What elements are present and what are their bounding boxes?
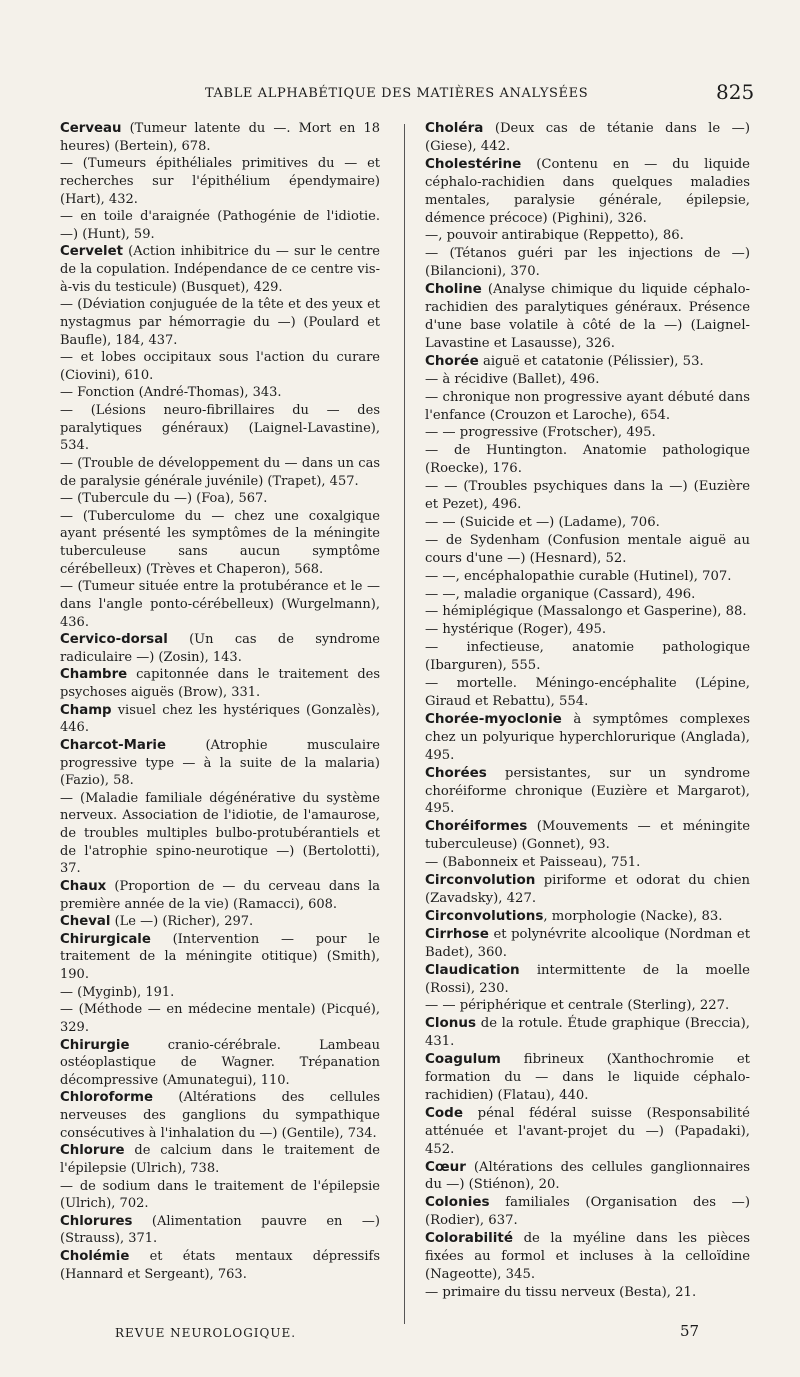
entry-text: — hémiplégique (Massalongo et Gasperine), 88. bbox=[425, 604, 747, 620]
entry-text: (Altérations des cellules nerveuses des ganglions du sympathique consécutives à l'inhalation du —) (Gentile), 734. bbox=[60, 1090, 380, 1141]
entry-heading: Cholestérine bbox=[425, 155, 522, 172]
index-entry bbox=[60, 631, 380, 666]
sheet-number: 57 bbox=[680, 1322, 700, 1340]
entry-text: (Mouvements — et méningite tuberculeuse) (Gonnet), 93. bbox=[425, 819, 750, 853]
entry-heading: Chaux bbox=[60, 878, 107, 894]
entry-text: fibrineux (Xanthochromie et formation du — dans le liquide céphalo-rachidien) (Flatau), 440. bbox=[425, 1052, 750, 1103]
entry-heading: Chorée-myoclonie bbox=[425, 710, 562, 727]
entry-text: de calcium dans le traitement de l'épilepsie (Ulrich), 738. bbox=[60, 1143, 380, 1176]
entry-heading: Charcot-Marie bbox=[60, 737, 166, 753]
entry-text: cranio-cérébrale. Lambeau ostéoplastique de Wagner. Trépanation décompressive (Amunategui), 110. bbox=[60, 1037, 380, 1088]
entry-text: — Fonction (André-Thomas), 343. bbox=[60, 385, 282, 401]
index-entry bbox=[60, 790, 380, 878]
journal-name: REVUE NEUROLOGIQUE. bbox=[115, 1326, 297, 1340]
entry-text: (Alimentation pauvre en —) (Strauss), 371. bbox=[60, 1213, 380, 1247]
entry-heading: Chorées bbox=[425, 764, 487, 781]
entry-text: — (Méthode — en médecine mentale) (Picqué), 329. bbox=[60, 1002, 380, 1035]
index-entry bbox=[60, 1089, 380, 1142]
index-entry bbox=[425, 603, 750, 621]
entry-text: — (Tétanos guéri par les injections de —) (Bilancioni), 370. bbox=[425, 246, 750, 280]
index-entry bbox=[60, 208, 380, 243]
entry-text: — hystérique (Roger), 495. bbox=[425, 622, 607, 638]
entry-text: à symptômes complexes chez un polyurique hyperchlorurique (Anglada), 495. bbox=[425, 711, 750, 763]
index-entry bbox=[60, 578, 380, 631]
left-column bbox=[60, 120, 380, 1283]
index-entry bbox=[425, 245, 750, 281]
entry-text: — infectieuse, anatomie pathologique (Ibarguren), 555. bbox=[425, 640, 750, 674]
entry-text: — — (Suicide et —) (Ladame), 706. bbox=[425, 514, 660, 530]
entry-text: (Un cas de syndrome radiculaire —) (Zosin), 143. bbox=[60, 632, 380, 665]
entry-text: (Contenu en — du liquide céphalo-rachidien dans quelques maladies mentales, paralysie générale, épilepsie, démence précoce) (Pighini), 326. bbox=[425, 156, 750, 226]
index-entry bbox=[60, 296, 380, 349]
column-divider bbox=[404, 124, 405, 1324]
entry-heading: Chloroforme bbox=[60, 1090, 153, 1106]
index-entry bbox=[425, 1159, 750, 1195]
entry-text: de la rotule. Étude graphique (Breccia), 431. bbox=[425, 1016, 750, 1050]
entry-text: — de sodium dans le traitement de l'épilepsie (Ulrich), 702. bbox=[60, 1178, 380, 1212]
entry-text: — (Myginb), 191. bbox=[60, 984, 175, 1000]
page-footer bbox=[0, 1322, 800, 1346]
entry-heading: Chambre bbox=[60, 667, 128, 683]
entry-text: et états mentaux dépressifs (Hannard et Sergeant), 763. bbox=[60, 1249, 380, 1282]
index-entry bbox=[60, 737, 380, 790]
entry-heading: Chlorures bbox=[60, 1213, 133, 1229]
entry-text: — (Déviation conjuguée de la tête et des yeux et nystagmus par hémorragie du —) (Poulard et Baufle), 184, 437. bbox=[60, 297, 380, 348]
entry-text: (Altérations des cellules ganglionnaires du —) (Stiénon), 20. bbox=[425, 1159, 750, 1193]
entry-text: — (Trouble de développement du — dans un cas de paralysie générale juvénile) (Trapet), 457. bbox=[60, 455, 380, 489]
entry-text: — en toile d'araignée (Pathogénie de l'idiotie. —) (Hunt), 59. bbox=[60, 209, 380, 242]
entry-text: visuel chez les hystériques (Gonzalès), 446. bbox=[60, 702, 380, 736]
entry-text: (Le —) (Richer), 297. bbox=[110, 914, 254, 930]
index-entry bbox=[425, 156, 750, 228]
entry-text: pénal fédéral suisse (Responsabilité atténuée et l'avant-projet du —) (Papadaki), 452. bbox=[425, 1105, 750, 1157]
entry-heading: Chirurgie bbox=[60, 1037, 130, 1053]
index-entry bbox=[60, 120, 380, 155]
index-entry bbox=[425, 872, 750, 908]
entry-heading: Chorée bbox=[425, 352, 479, 369]
entry-text: — primaire du tissu nerveux (Besta), 21. bbox=[425, 1284, 697, 1300]
index-entry bbox=[425, 1194, 750, 1230]
entry-heading: Chirurgicale bbox=[60, 931, 151, 947]
entry-heading: Cirrhose bbox=[425, 925, 489, 942]
entry-text: — (Tubercule du —) (Foa), 567. bbox=[60, 491, 268, 507]
entry-heading: Circonvolution bbox=[425, 872, 536, 889]
entry-heading: Cholémie bbox=[60, 1249, 130, 1264]
index-entry bbox=[60, 455, 380, 490]
entry-text: —, pouvoir antirabique (Reppetto), 86. bbox=[425, 228, 684, 244]
entry-text: aiguë et catatonie (Pélissier), 53. bbox=[478, 353, 704, 369]
index-entry bbox=[60, 702, 380, 737]
index-entry bbox=[425, 120, 750, 156]
entry-heading: Coagulum bbox=[425, 1051, 501, 1068]
index-entry bbox=[60, 913, 380, 931]
entry-text: (Deux cas de tétanie dans le —) (Giese), 442. bbox=[425, 121, 750, 154]
entry-text: (Proportion de — du cerveau dans la première année de la vie) (Ramacci), 608. bbox=[60, 878, 380, 912]
index-entry bbox=[425, 514, 750, 532]
index-entry bbox=[425, 389, 750, 425]
page-number: 825 bbox=[716, 80, 755, 104]
entry-heading: Cervelet bbox=[60, 244, 123, 260]
index-entry bbox=[425, 586, 750, 604]
index-entry bbox=[425, 568, 750, 586]
index-entry bbox=[60, 1248, 380, 1283]
index-entry bbox=[425, 442, 750, 478]
index-entry bbox=[425, 818, 750, 854]
index-entry bbox=[60, 1213, 380, 1248]
index-entry bbox=[60, 1142, 380, 1177]
index-entry bbox=[60, 984, 380, 1002]
entry-heading: Choréiformes bbox=[425, 818, 528, 835]
entry-text: — de Huntington. Anatomie pathologique (Roecke), 176. bbox=[425, 443, 750, 477]
index-entry bbox=[60, 490, 380, 508]
index-entry bbox=[425, 1105, 750, 1159]
entry-text: — (Tumeur située entre la protubérance et le — dans l'angle ponto-cérébelleux) (Wurgelmann), 436. bbox=[60, 579, 380, 630]
index-entry bbox=[60, 1178, 380, 1213]
entry-text: — —, encéphalopathie curable (Hutinel), 707. bbox=[425, 568, 732, 584]
index-entry bbox=[425, 926, 750, 962]
entry-text: — et lobes occipitaux sous l'action du curare (Ciovini), 610. bbox=[60, 350, 380, 383]
index-entry bbox=[425, 765, 750, 819]
entry-text: — de Sydenham (Confusion mentale aiguë au cours d'une —) (Hesnard), 52. bbox=[425, 532, 750, 566]
entry-text: — (Maladie familiale dégénérative du système nerveux. Association de l'idiotie, de l'amaurose, de troubles multiples bulbo-protubérantiels et de l'atrophie spino-neurotique —) (Bertolotti), 37. bbox=[60, 790, 380, 877]
index-entry bbox=[425, 532, 750, 568]
entry-heading: Cervico-dorsal bbox=[60, 632, 168, 648]
entry-heading: Cerveau bbox=[60, 121, 122, 136]
index-entry bbox=[60, 243, 380, 296]
index-entry bbox=[425, 962, 750, 998]
index-entry bbox=[425, 1284, 750, 1302]
entry-heading: Champ bbox=[60, 702, 112, 718]
entry-heading: Cœur bbox=[425, 1158, 466, 1175]
entry-text: — (Babonneix et Paisseau), 751. bbox=[425, 855, 641, 871]
entry-text: — chronique non progressive ayant débuté dans l'enfance (Crouzon et Laroche), 654. bbox=[425, 389, 750, 423]
index-entry bbox=[60, 349, 380, 384]
entry-text: et polynévrite alcoolique (Nordman et Badet), 360. bbox=[425, 926, 750, 960]
entry-heading: Choléra bbox=[425, 120, 484, 136]
entry-text: — (Tuberculome du — chez une coxalgique ayant présenté les symptômes de la méningite tuberculeuse sans aucun symptôme cérébelleux) (Trèves et Chaperon), 568. bbox=[60, 508, 380, 577]
entry-text: — — (Troubles psychiques dans la —) (Euzière et Pezet), 496. bbox=[425, 479, 750, 513]
index-entry bbox=[425, 1015, 750, 1051]
entry-text: (Action inhibitrice du — sur le centre de la copulation. Indépendance de ce centre vis-à-vis du testicule) (Busquet), 429. bbox=[60, 244, 380, 295]
entry-text: (Atrophie musculaire progressive type — à la suite de la malaria) (Fazio), 58. bbox=[60, 737, 380, 789]
entry-text: piriforme et odorat du chien (Zavadsky), 427. bbox=[425, 873, 750, 906]
entry-heading: Circonvolutions bbox=[425, 907, 544, 924]
index-entry bbox=[425, 371, 750, 389]
index-entry bbox=[425, 1230, 750, 1284]
index-entry bbox=[425, 281, 750, 353]
index-entry bbox=[425, 478, 750, 514]
index-entry bbox=[425, 711, 750, 765]
index-entry bbox=[425, 908, 750, 926]
running-title: TABLE ALPHABÉTIQUE DES MATIÈRES ANALYSÉES bbox=[205, 86, 589, 101]
index-entry bbox=[425, 1051, 750, 1105]
index-entry bbox=[425, 854, 750, 872]
index-entry bbox=[425, 675, 750, 711]
index-entry bbox=[425, 227, 750, 245]
index-entry bbox=[60, 931, 380, 984]
entry-heading: Code bbox=[425, 1104, 464, 1121]
entry-text: — mortelle. Méningo-encéphalite (Lépine, Giraud et Rebattu), 554. bbox=[425, 676, 750, 709]
index-entry bbox=[60, 1001, 380, 1036]
entry-text: — (Lésions neuro-fibrillaires du — des paralytiques généraux) (Laignel-Lavastine), 534. bbox=[60, 403, 380, 454]
index-entry bbox=[425, 639, 750, 675]
index-entry bbox=[425, 424, 750, 442]
entry-text: (Intervention — pour le traitement de la méningite otitique) (Smith), 190. bbox=[60, 931, 380, 982]
index-entry bbox=[60, 1037, 380, 1090]
index-entry bbox=[60, 402, 380, 455]
entry-text: (Tumeur latente du —. Mort en 18 heures) (Bertein), 678. bbox=[60, 121, 380, 154]
entry-text: intermittente de la moelle (Rossi), 230. bbox=[425, 962, 750, 996]
entry-text: (Analyse chimique du liquide céphalo-rachidien des paralytiques généraux. Présence d'une base volatile à côté de la —) (Laignel-Lavastine et Lasausse), 326. bbox=[425, 282, 750, 351]
entry-text: persistantes, sur un syndrome choréiforme chronique (Euzière et Margarot), 495. bbox=[425, 765, 750, 817]
entry-text: — — progressive (Frotscher), 495. bbox=[425, 425, 656, 441]
entry-text: — (Tumeurs épithéliales primitives du — et recherches sur l'épithélium épendymaire) (Hart), 432. bbox=[60, 156, 380, 207]
index-entry bbox=[60, 508, 380, 579]
entry-heading: Clonus bbox=[425, 1015, 477, 1032]
index-entry bbox=[60, 155, 380, 208]
entry-text: capitonnée dans le traitement des psychoses aiguës (Brow), 331. bbox=[60, 667, 380, 700]
entry-heading: Colorabilité bbox=[425, 1230, 514, 1247]
entry-heading: Chlorure bbox=[60, 1143, 125, 1159]
index-entry bbox=[60, 666, 380, 701]
index-entry bbox=[425, 353, 750, 371]
entry-heading: Colonies bbox=[425, 1194, 490, 1211]
index-entry bbox=[60, 384, 380, 402]
entry-heading: Choline bbox=[425, 281, 482, 298]
entry-heading: Claudication bbox=[425, 961, 520, 978]
index-entry bbox=[60, 878, 380, 913]
page-header bbox=[0, 80, 800, 110]
index-entry bbox=[425, 997, 750, 1015]
entry-text: , morphologie (Nacke), 83. bbox=[543, 908, 723, 924]
entry-text: — à récidive (Ballet), 496. bbox=[425, 371, 600, 387]
index-entry bbox=[425, 621, 750, 639]
entry-text: de la myéline dans les pièces fixées au formol et incluses à la celloïdine (Nageotte), 345. bbox=[425, 1231, 750, 1282]
entry-heading: Cheval bbox=[60, 914, 111, 930]
entry-text: familiales (Organisation des —) (Rodier), 637. bbox=[425, 1195, 750, 1229]
entry-text: — —, maladie organique (Cassard), 496. bbox=[425, 586, 696, 602]
entry-text: — — périphérique et centrale (Sterling), 227. bbox=[425, 998, 730, 1014]
right-column bbox=[425, 120, 750, 1302]
